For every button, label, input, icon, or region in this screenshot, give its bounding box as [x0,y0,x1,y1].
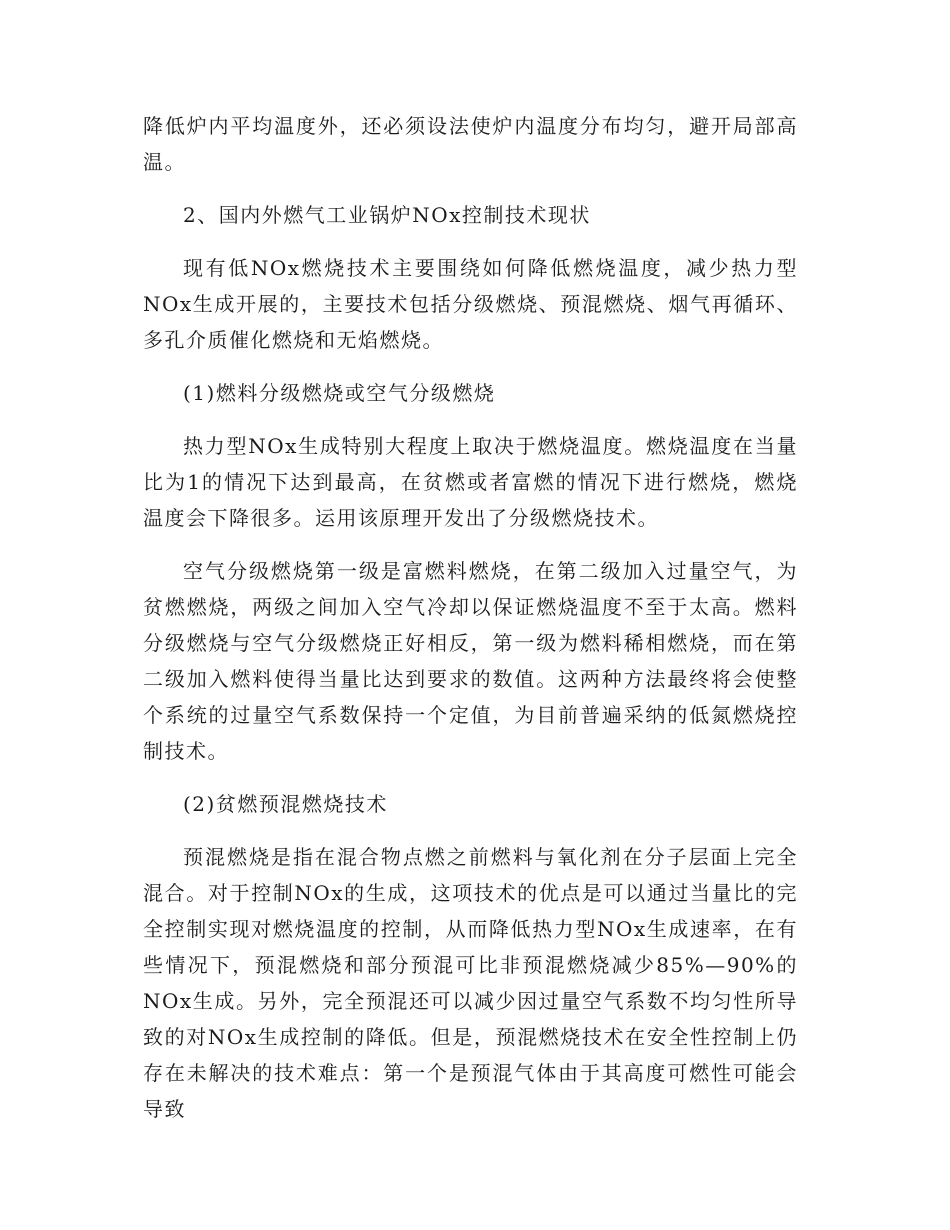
paragraph-air-staging: 空气分级燃烧第一级是富燃料燃烧，在第二级加入过量空气，为贫燃燃烧，两级之间加入空气冷却以保证燃烧温度不至于太高。燃料分级燃烧与空气分级燃烧正好相反，第一级为燃料稀相燃烧，而在第二级加入燃料使得当量比达到要求的数值。这两种方法最终将会使整个系统的过量空气系数保持一个定值，为目前普遍采纳的低氮燃烧控制技术。 [143,559,798,763]
section-heading-2: 2、国内外燃气工业锅炉NOx控制技术现状 [183,203,591,227]
subheading-staged-combustion: (1)燃料分级燃烧或空气分级燃烧 [183,381,496,405]
paragraph-continuation: 降低炉内平均温度外，还必须设法使炉内温度分布均匀，避开局部高温。 [143,114,798,174]
paragraph-overview: 现有低NOx燃烧技术主要围绕如何降低燃烧温度，减少热力型NOx生成开展的，主要技术包括分级燃烧、预混燃烧、烟气再循环、多孔介质催化燃烧和无焰燃烧。 [143,256,798,352]
paragraph-thermal-nox: 热力型NOx生成特别大程度上取决于燃烧温度。燃烧温度在当量比为1的情况下达到最高，在贫燃或者富燃的情况下进行燃烧，燃烧温度会下降很多。运用该原理开发出了分级燃烧技术。 [143,434,798,530]
subheading-lean-premix: (2)贫燃预混燃烧技术 [183,792,388,816]
paragraph-premix: 预混燃烧是指在混合物点燃之前燃料与氧化剂在分子层面上完全混合。对于控制NOx的生成，这项技术的优点是可以通过当量比的完全控制实现对燃烧温度的控制，从而降低热力型NOx生成速率，在有些情况下，预混燃烧和部分预混可比非预混燃烧减少85%—90%的NOx生成。另外，完全预混还可以减少因过量空气系数不均匀性所导致的对NOx生成控制的降低。但是，预混燃烧技术在安全性控制上仍存在未解决的技术难点：第一个是预混气体由于其高度可燃性可能会导致 [143,845,798,1121]
document-page [143,108,798,1144]
